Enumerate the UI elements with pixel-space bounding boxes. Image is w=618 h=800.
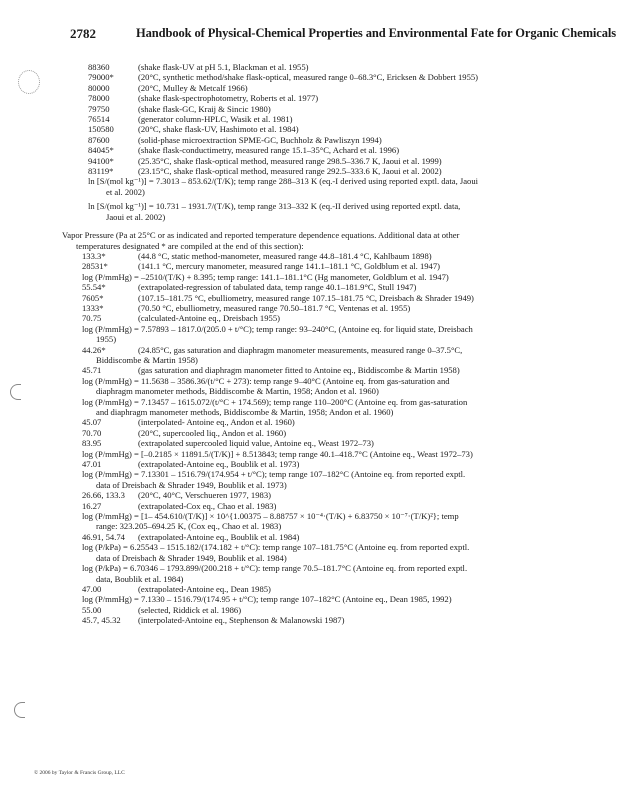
vapor-pressure-value: 133.3* bbox=[82, 250, 106, 261]
solubility-row bbox=[62, 62, 552, 72]
vapor-pressure-description: (interpolated-Antoine eq., Stephenson & Malanowski 1987) bbox=[138, 615, 345, 626]
solubility-value: 79000* bbox=[88, 72, 114, 83]
equation-continuation: Jaoui et al. 2002) bbox=[106, 211, 166, 222]
vapor-pressure-entry bbox=[62, 251, 552, 261]
vapor-pressure-value: 83.95 bbox=[82, 438, 102, 449]
vapor-pressure-value: 28531* bbox=[82, 261, 108, 272]
vapor-pressure-equation bbox=[62, 542, 552, 563]
solubility-description: (shake flask-UV at pH 5.1, Blackman et al. 1955) bbox=[138, 62, 309, 72]
vapor-pressure-value: 26.66, 133.3 bbox=[82, 490, 125, 501]
vapor-pressure-description: (extrapolated-Cox eq., Chao et al. 1983) bbox=[138, 500, 277, 511]
equation-line: ln [S/(mol kg⁻¹)] = 7.3013 – 853.62/(T/K); temp range 288–313 K (eq.-I derived using reported exptl. data, Jaoui bbox=[88, 176, 479, 187]
solubility-row bbox=[62, 145, 552, 155]
solubility-description: (shake flask-conductimetry, measured range 15.1–35°C, Achard et al. 1996) bbox=[138, 145, 400, 156]
vapor-pressure-entry bbox=[62, 615, 552, 625]
vapor-pressure-value: 55.54* bbox=[82, 282, 106, 293]
solubility-value: 87600 bbox=[88, 134, 110, 145]
vapor-pressure-description: (24.85°C, gas saturation and diaphragm manometer measurements, measured range 0–37.5°C, bbox=[138, 344, 463, 355]
solubility-row bbox=[62, 104, 552, 114]
vapor-pressure-value: 46.91, 54.74 bbox=[82, 531, 125, 542]
solubility-description: (25.35°C, shake flask-optical method, measured range 298.5–336.7 K, Jaoui et al. 1999) bbox=[138, 155, 442, 166]
solubility-equation bbox=[62, 201, 552, 222]
vapor-pressure-value: 45.07 bbox=[82, 417, 102, 428]
vapor-pressure-entry bbox=[62, 261, 552, 271]
vapor-pressure-description: (gas saturation and diaphragm manometer fitted to Antoine eq., Biddiscombe & Martin 1958) bbox=[138, 365, 460, 376]
vapor-pressure-description: (20°C, 40°C, Verschueren 1977, 1983) bbox=[138, 490, 271, 501]
vapor-pressure-description: (44.8 °C, static method-manometer, measured range 44.8–181.4 °C, Kahlbaum 1898) bbox=[138, 250, 432, 261]
equation-line: log (P/mmHg) = [1– 454.610/(T/K)] × 10^{1.00375 – 8.88757 × 10⁻⁴·(T/K) + 6.83750 × 10⁻⁷·(T/K)²}; temp bbox=[82, 511, 459, 522]
equation-line: log (P/mmHg) = 7.13457 – 1615.072/(t/°C + 174.569); temp range 110–200°C (Antoine eq. from gas-saturation bbox=[82, 396, 468, 407]
vapor-pressure-entry bbox=[62, 282, 552, 292]
vapor-pressure-description: (extrapolated supercooled liquid value, Antoine eq., Weast 1972–73) bbox=[138, 438, 374, 449]
vapor-pressure-description: (70.50 °C, ebulliometry, measured range 70.50–181.7 °C, Ventenas et al. 1955) bbox=[138, 302, 411, 313]
equation-continuation: data of Dreisbach & Shrader 1949, Boublik et al. 1984) bbox=[96, 552, 287, 563]
solubility-value: 78000 bbox=[88, 93, 110, 104]
vapor-pressure-entry bbox=[62, 532, 552, 542]
solubility-description: (20°C, Mulley & Metcalf 1966) bbox=[138, 82, 248, 93]
vapor-pressure-value: 44.26* bbox=[82, 344, 106, 355]
vapor-pressure-equation bbox=[62, 563, 552, 584]
solubility-equation bbox=[62, 176, 552, 197]
solubility-row bbox=[62, 72, 552, 82]
solubility-value: 94100* bbox=[88, 155, 114, 166]
vapor-pressure-entry bbox=[62, 584, 552, 594]
vapor-pressure-entry bbox=[62, 501, 552, 511]
vapor-pressure-description: (extrapolated-Antoine eq., Dean 1985) bbox=[138, 583, 271, 594]
solubility-list bbox=[62, 62, 552, 176]
vapor-pressure-description: (141.1 °C, mercury manometer, measured range 141.1–181.1 °C, Goldblum et al. 1947) bbox=[138, 261, 440, 272]
equation-continuation: 1955) bbox=[96, 334, 117, 345]
copyright-footer: © 2006 by Taylor & Francis Group, LLC bbox=[34, 770, 125, 776]
vapor-pressure-value: 16.27 bbox=[82, 500, 102, 511]
vapor-pressure-list bbox=[62, 251, 552, 626]
vapor-pressure-value: 55.00 bbox=[82, 604, 102, 615]
vapor-pressure-equation bbox=[62, 376, 552, 397]
solubility-row bbox=[62, 156, 552, 166]
vapor-pressure-equation bbox=[62, 272, 552, 282]
equation-line: ln [S/(mol kg⁻¹)] = 10.731 – 1931.7/(T/K), temp range 313–332 K (eq.-II derived using reported exptl. data, bbox=[88, 201, 461, 212]
vapor-pressure-heading bbox=[62, 230, 552, 251]
vapor-pressure-description: (extrapolated-Antoine eq., Boublik et al. 1984) bbox=[138, 531, 300, 542]
vapor-pressure-value: 7605* bbox=[82, 292, 104, 303]
vapor-pressure-entry bbox=[62, 365, 552, 375]
section-line: Vapor Pressure (Pa at 25°C or as indicated and reported temperature dependence equations. Additional data at other bbox=[62, 230, 460, 241]
solubility-row bbox=[62, 124, 552, 134]
vapor-pressure-entry bbox=[62, 459, 552, 469]
punch-hole-mark bbox=[10, 384, 21, 400]
equation-line: log (P/mmHg) = [–0.2185 × 11891.5/(T/K)] + 8.513843; temp range 40.1–418.7°C (Antoine eq., Weast 1972–73) bbox=[82, 448, 473, 459]
solubility-row bbox=[62, 93, 552, 103]
equation-line: log (P/mmHg) = 7.13301 – 1516.79/(174.954 + t/°C); temp range 107–182°C (Antoine eq. from reported exptl. bbox=[82, 469, 466, 480]
vapor-pressure-value: 70.75 bbox=[82, 313, 102, 324]
equation-continuation: et al. 2002) bbox=[106, 186, 145, 197]
vapor-pressure-value: 45.71 bbox=[82, 365, 102, 376]
equation-continuation: and diaphragm manometer methods, Biddiscombe & Martin, 1958; Andon et al. 1960) bbox=[96, 407, 394, 417]
solubility-value: 79750 bbox=[88, 103, 110, 114]
section-line: temperatures designated * are compiled at the end of this section): bbox=[76, 240, 304, 251]
vapor-pressure-description: (calculated-Antoine eq., Dreisbach 1955) bbox=[138, 313, 280, 324]
solubility-value: 150580 bbox=[88, 124, 114, 135]
vapor-pressure-entry bbox=[62, 490, 552, 500]
vapor-pressure-entry bbox=[62, 428, 552, 438]
vapor-pressure-equation bbox=[62, 511, 552, 532]
equation-continuation: range: 323.205–694.25 K, (Cox eq., Chao et al. 1983) bbox=[96, 521, 282, 532]
vapor-pressure-entry bbox=[62, 293, 552, 303]
vapor-pressure-description: (selected, Riddick et al. 1986) bbox=[138, 604, 242, 615]
description-continuation: Biddiscombe & Martin 1958) bbox=[96, 354, 198, 365]
vapor-pressure-equation bbox=[62, 594, 552, 604]
vapor-pressure-description: (extrapolated-Antoine eq., Boublik et al. 1973) bbox=[138, 459, 300, 470]
equation-continuation: diaphragm manometer methods, Biddiscombe & Martin, 1958; Andon et al. 1960) bbox=[96, 386, 379, 397]
equation-line: log (P/mmHg) = 7.1330 – 1516.79/(174.95 + t/°C); temp range 107–182°C (Antoine eq., Dean 1985, 1992) bbox=[82, 594, 452, 605]
vapor-pressure-value: 47.01 bbox=[82, 459, 102, 470]
vapor-pressure-description: (107.15–181.75 °C, ebulliometry, measured range 107.15–181.75 °C, Dreisbach & Shrader 1949) bbox=[138, 292, 474, 303]
vapor-pressure-equation bbox=[62, 469, 552, 490]
solubility-description: (generator column-HPLC, Wasik et al. 1981) bbox=[138, 114, 293, 125]
solubility-description: (solid-phase microextraction SPME-GC, Buchholz & Pawliszyn 1994) bbox=[138, 134, 382, 145]
equation-line: log (P/mmHg) = 11.5638 – 3586.36/(t/°C + 273): temp range 9–40°C (Antoine eq. from gas-saturation and bbox=[82, 375, 450, 386]
equation-continuation: data, Boublik et al. 1984) bbox=[96, 573, 184, 584]
solubility-description: (shake flask-spectrophotometry, Roberts et al. 1977) bbox=[138, 93, 319, 104]
page-content bbox=[62, 62, 552, 626]
equation-line: log (P/mmHg) = 7.57893 – 1817.0/(205.0 + t/°C); temp range: 93–240°C, (Antoine eq. for liquid state, Dreisbach bbox=[82, 323, 473, 334]
vapor-pressure-entry bbox=[62, 438, 552, 448]
vapor-pressure-equation bbox=[62, 324, 552, 345]
page-header bbox=[0, 26, 618, 46]
solubility-value: 80000 bbox=[88, 82, 110, 93]
solubility-value: 83119* bbox=[88, 166, 114, 177]
vapor-pressure-value: 45.7, 45.32 bbox=[82, 615, 121, 626]
vapor-pressure-entry bbox=[62, 303, 552, 313]
solubility-value: 84045* bbox=[88, 145, 114, 156]
solubility-row bbox=[62, 166, 552, 176]
solubility-description: (20°C, shake flask-UV, Hashimoto et al. 1984) bbox=[138, 124, 299, 135]
solubility-row bbox=[62, 135, 552, 145]
vapor-pressure-value: 47.00 bbox=[82, 583, 102, 594]
scan-mark bbox=[18, 70, 40, 94]
vapor-pressure-entry bbox=[62, 605, 552, 615]
equation-line: log (P/mmHg) = –2510/(T/K) + 8.395; temp range: 141.1–181.1°C (Hg manometer, Goldblum et al. 1947) bbox=[82, 271, 449, 282]
vapor-pressure-value: 1333* bbox=[82, 302, 104, 313]
solubility-value: 76514 bbox=[88, 114, 110, 125]
solubility-description: (20°C, synthetic method/shake flask-optical, measured range 0–68.3°C, Ericksen & Dobbert 1955) bbox=[138, 72, 479, 83]
solubility-value: 88360 bbox=[88, 62, 110, 72]
equation-line: log (P/kPa) = 6.25543 – 1515.182/(174.182 + t/°C): temp range 107–181.75°C (Antoine eq. from reported exptl. bbox=[82, 542, 470, 553]
vapor-pressure-entry bbox=[62, 345, 552, 366]
vapor-pressure-equation bbox=[62, 449, 552, 459]
punch-hole-mark bbox=[14, 702, 25, 718]
vapor-pressure-value: 70.70 bbox=[82, 427, 102, 438]
vapor-pressure-description: (extrapolated-regression of tabulated data, temp range 40.1–181.9°C, Stull 1947) bbox=[138, 282, 417, 293]
solubility-row bbox=[62, 83, 552, 93]
vapor-pressure-entry bbox=[62, 417, 552, 427]
vapor-pressure-equation bbox=[62, 397, 552, 418]
solubility-description: (shake flask-GC, Kraij & Sincic 1980) bbox=[138, 103, 271, 114]
vapor-pressure-description: (interpolated- Antoine eq., Andon et al. 1960) bbox=[138, 417, 295, 428]
running-title: Handbook of Physical-Chemical Properties and Environmental Fate for Organic Chemicals bbox=[136, 26, 617, 40]
equation-continuation: data of Dreisbach & Shrader 1949, Boublik et al. 1973) bbox=[96, 479, 287, 490]
solubility-row bbox=[62, 114, 552, 124]
vapor-pressure-description: (20°C, supercooled liq., Andon et al. 1960) bbox=[138, 427, 287, 438]
solubility-description: (23.15°C, shake flask-optical method, measured range 292.5–333.6 K, Jaoui et al. 2002) bbox=[138, 166, 442, 177]
equation-line: log (P/kPa) = 6.70346 – 1793.899/(200.218 + t/°C): temp range 70.5–181.7°C (Antoine eq. from reported exptl. bbox=[82, 563, 468, 574]
vapor-pressure-entry bbox=[62, 313, 552, 323]
page-number: 2782 bbox=[70, 26, 96, 41]
